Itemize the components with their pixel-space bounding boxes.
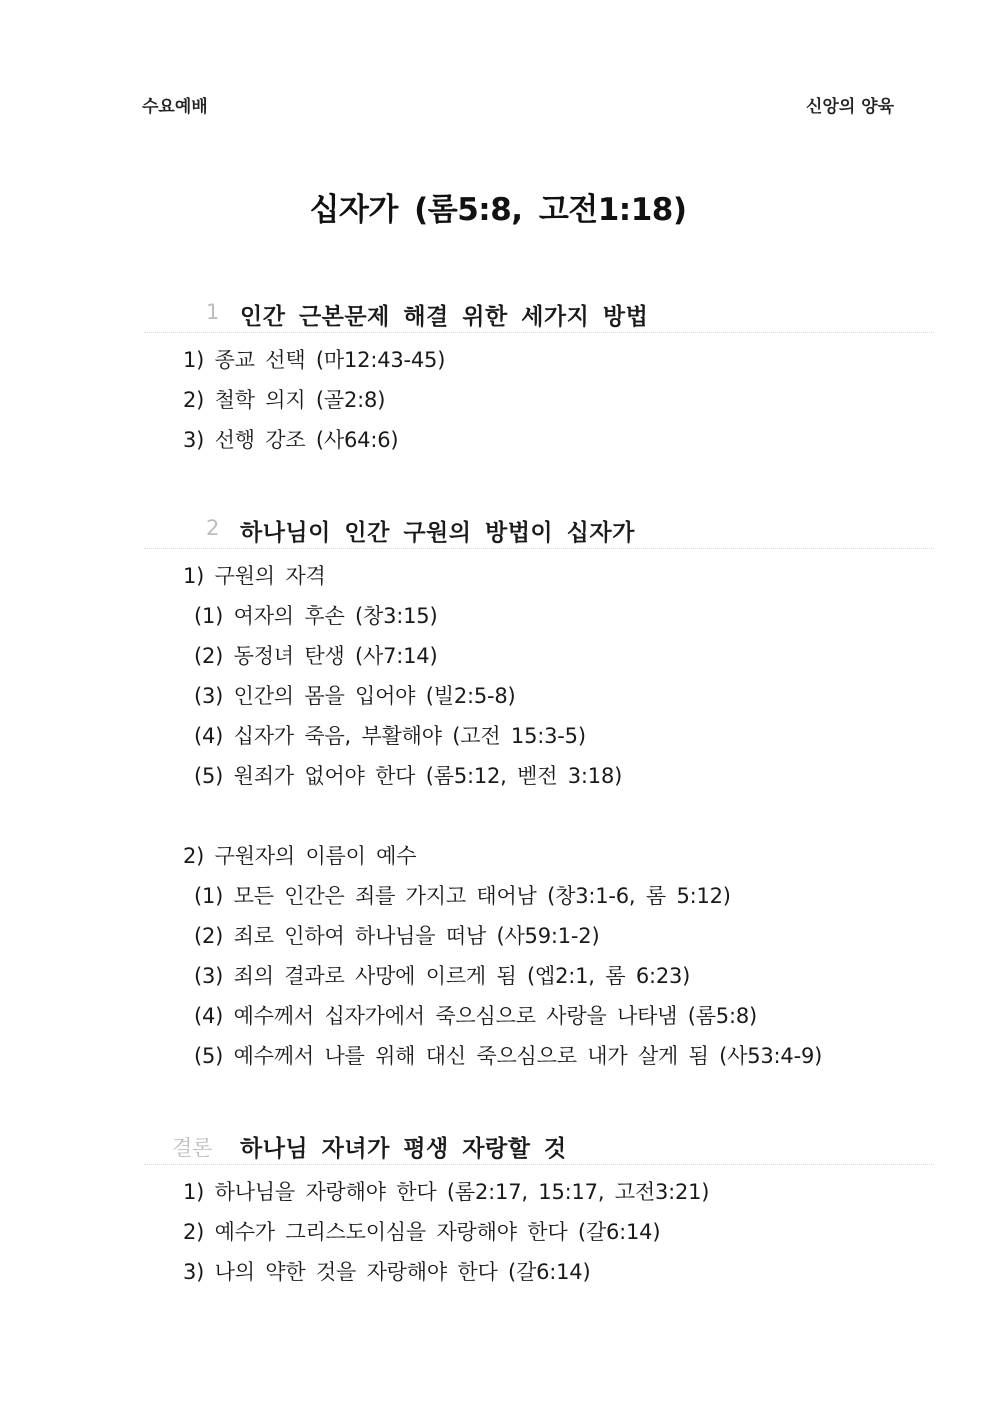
- section-1-number: 1: [206, 300, 220, 324]
- conclusion-title: 하나님 자녀가 평생 자랑할 것: [240, 1136, 567, 1162]
- subsection-label: 1) 구원의 자격: [183, 564, 326, 588]
- list-item: (5) 원죄가 없어야 한다 (롬5:12, 벧전 3:18): [194, 764, 623, 788]
- list-item: 1) 종교 선택 (마12:43-45): [183, 348, 446, 372]
- header-left: 수요예배: [142, 97, 208, 117]
- section-2-heading: [0, 510, 996, 550]
- conclusion-heading: [0, 1126, 996, 1166]
- list-item: (2) 동정녀 탄생 (사7:14): [194, 644, 438, 668]
- conclusion-label: 결론: [172, 1136, 213, 1160]
- list-item: (4) 십자가 죽음, 부활해야 (고전 15:3-5): [194, 724, 586, 748]
- list-item: (5) 예수께서 나를 위해 대신 죽으심으로 내가 살게 됨 (사53:4-9): [194, 1044, 823, 1068]
- header-right: 신앙의 양육: [805, 97, 894, 117]
- list-item: (4) 예수께서 십자가에서 죽으심으로 사랑을 나타냄 (롬5:8): [194, 1004, 757, 1028]
- list-item: (1) 여자의 후손 (창3:15): [194, 604, 438, 628]
- list-item: (2) 죄로 인하여 하나님을 떠남 (사59:1-2): [194, 924, 600, 948]
- section-divider: [144, 548, 934, 549]
- list-item: 3) 선행 강조 (사64:6): [183, 428, 399, 452]
- section-divider: [144, 1164, 934, 1165]
- section-1-heading: [0, 294, 996, 334]
- list-item: 1) 하나님을 자랑해야 한다 (롬2:17, 15:17, 고전3:21): [183, 1180, 710, 1204]
- list-item: 3) 나의 약한 것을 자랑해야 한다 (갈6:14): [183, 1260, 591, 1284]
- list-item: (3) 죄의 결과로 사망에 이르게 됨 (엡2:1, 롬 6:23): [194, 964, 691, 988]
- list-item: (1) 모든 인간은 죄를 가지고 태어남 (창3:1-6, 롬 5:12): [194, 884, 731, 908]
- section-2-title: 하나님이 인간 구원의 방법이 십자가: [240, 520, 635, 546]
- section-1-title: 인간 근본문제 해결 위한 세가지 방법: [240, 304, 649, 330]
- page-title: 십자가 (롬5:8, 고전1:18): [309, 192, 687, 228]
- list-item: 2) 예수가 그리스도이심을 자랑해야 한다 (갈6:14): [183, 1220, 661, 1244]
- list-item: 2) 철학 의지 (골2:8): [183, 388, 386, 412]
- subsection-label: 2) 구원자의 이름이 예수: [183, 844, 417, 868]
- list-item: (3) 인간의 몸을 입어야 (빌2:5-8): [194, 684, 516, 708]
- section-divider: [144, 332, 934, 333]
- section-2-number: 2: [206, 516, 220, 540]
